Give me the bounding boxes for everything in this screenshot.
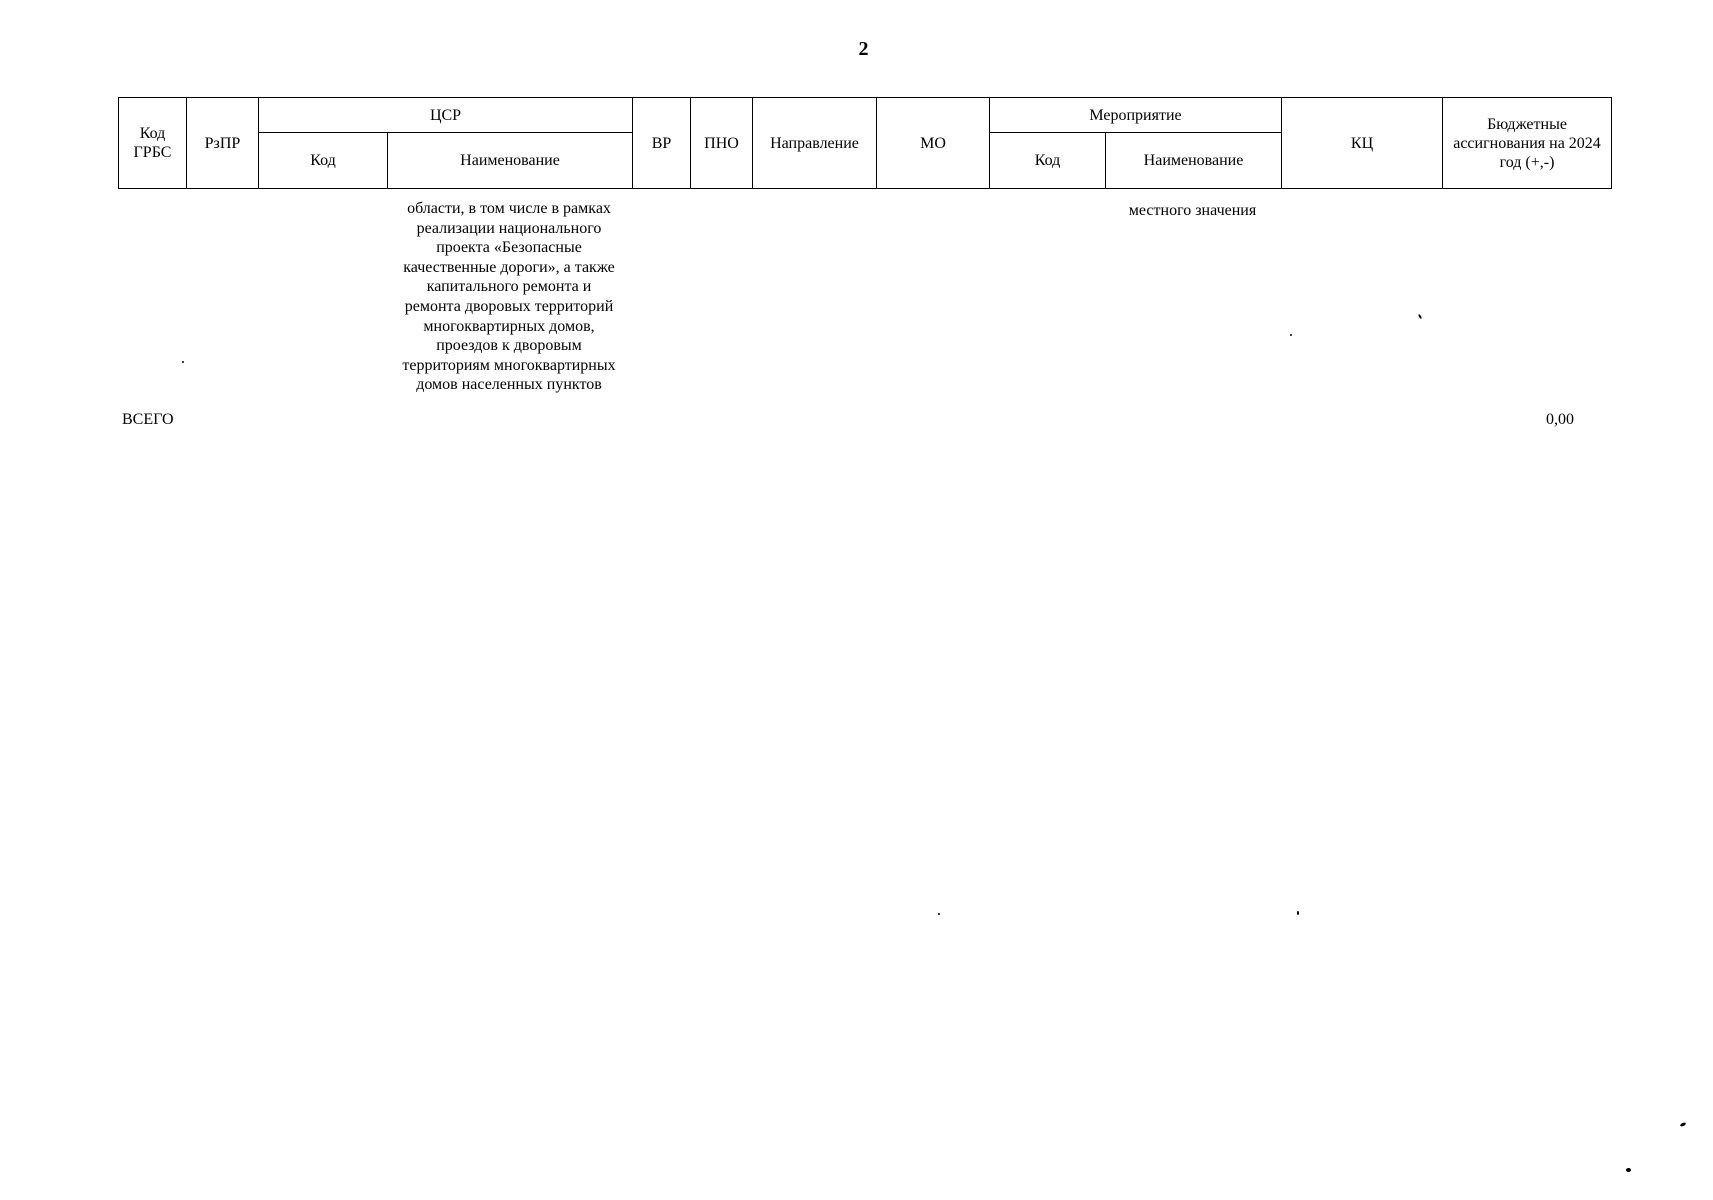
csr-name-line: проездов к дворовым (436, 337, 582, 355)
header-csr-kod: Код (259, 133, 388, 189)
header-kc: КЦ (1282, 98, 1443, 189)
header-vr: ВР (633, 98, 691, 189)
event-name-continuation: местного значения (1128, 202, 1257, 219)
header-mer-name: Наименование (1106, 133, 1282, 189)
scan-speck (182, 361, 184, 363)
header-meropriyatie: Мероприятие (990, 98, 1282, 133)
scan-speck (1290, 334, 1292, 336)
csr-name-line: реализации национального (416, 219, 602, 237)
total-value: 0,00 (1546, 411, 1574, 428)
budget-table-header (118, 97, 1612, 189)
csr-name-continuation (387, 199, 631, 395)
header-rzpr: РзПР (187, 98, 259, 189)
csr-name-line: капитального ремонта и (426, 278, 592, 296)
scan-speck (1680, 1122, 1687, 1127)
header-napravlenie: Направление (753, 98, 877, 189)
scan-speck (1626, 1168, 1631, 1172)
csr-name-line: территориям многоквартирных (402, 356, 616, 374)
scan-speck (1418, 314, 1422, 319)
csr-name-line: области, в том числе в рамках (407, 200, 611, 217)
page-number: 2 (858, 38, 869, 60)
total-label: ВСЕГО (122, 411, 174, 428)
scan-speck (1297, 911, 1299, 915)
header-budget: Бюджетные ассигнования на 2024 год (+,-) (1443, 98, 1612, 189)
csr-name-line: многоквартирных домов, (423, 317, 595, 335)
scan-speck (938, 913, 940, 915)
csr-name-line: ремонта дворовых территорий (404, 297, 614, 315)
header-kod-grbs: Код ГРБС (119, 98, 187, 189)
header-pno: ПНО (691, 98, 753, 189)
header-csr-name: Наименование (388, 133, 633, 189)
csr-name-line: качественные дороги», а также (403, 258, 615, 276)
header-csr: ЦСР (259, 98, 633, 133)
header-mer-kod: Код (990, 133, 1106, 189)
csr-name-line: проекта «Безопасные (436, 239, 582, 257)
csr-name-line: домов населенных пунктов (416, 376, 602, 394)
header-mo: МО (877, 98, 990, 189)
